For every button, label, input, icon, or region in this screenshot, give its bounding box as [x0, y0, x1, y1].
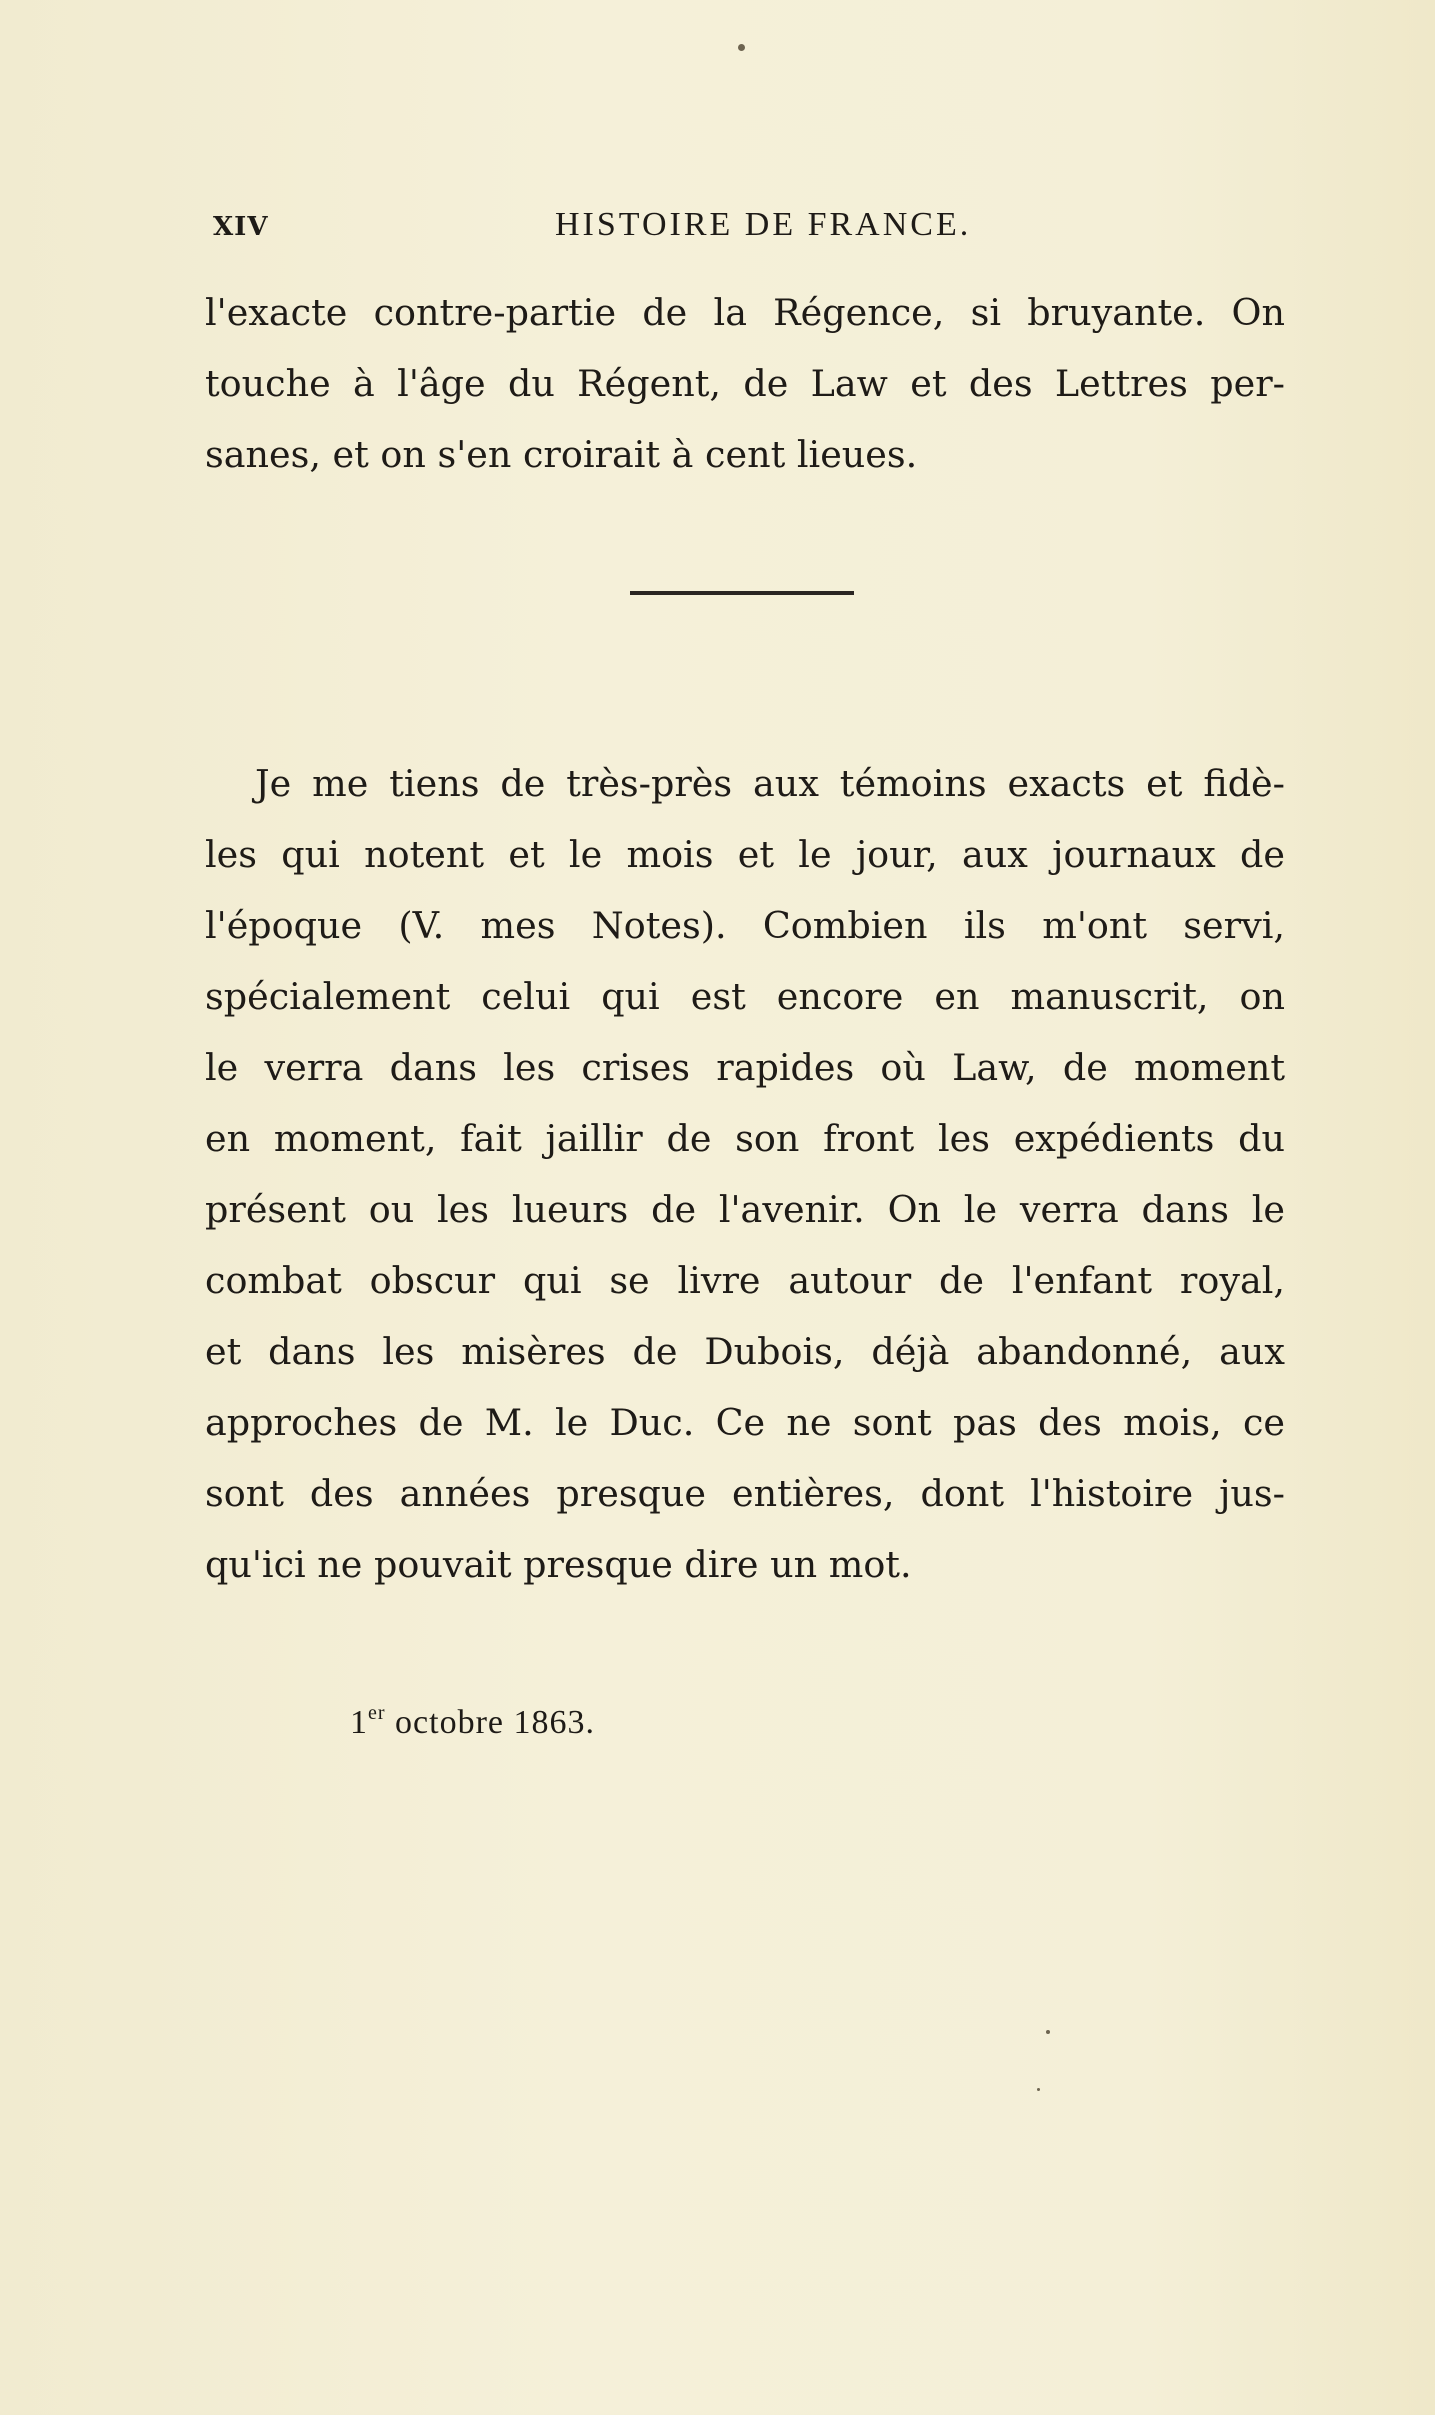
running-title: HISTOIRE DE FRANCE. — [555, 206, 972, 243]
text-line: et dans les misères de Dubois, déjà abandonné, aux — [205, 1330, 1285, 1373]
paper-speck — [1046, 2030, 1050, 2034]
text-line: l'exacte contre-partie de la Régence, si bruyante. On — [205, 291, 1285, 334]
text-line: présent ou les lueurs de l'avenir. On le verra dans le — [205, 1188, 1285, 1231]
paper-speck — [738, 44, 745, 51]
text-line: les qui notent et le mois et le jour, aux journaux de — [205, 833, 1285, 876]
text-line: sont des années presque entières, dont l'histoire jus- — [205, 1472, 1285, 1515]
paragraph-1 — [205, 277, 1285, 490]
text-line: touche à l'âge du Régent, de Law et des Lettres per- — [205, 362, 1285, 405]
paper-speck — [1037, 2088, 1040, 2091]
text-line: combat obscur qui se livre autour de l'enfant royal, — [205, 1259, 1285, 1302]
text-line: spécialement celui qui est encore en manuscrit, on — [205, 975, 1285, 1018]
dateline-day: 1 — [350, 1704, 368, 1741]
section-divider — [630, 591, 854, 595]
dateline — [350, 1702, 595, 1742]
paragraph-2 — [205, 748, 1285, 1600]
dateline-rest: octobre 1863. — [385, 1704, 595, 1741]
page-header — [205, 206, 1280, 246]
text-line: Je me tiens de très-près aux témoins exacts et fidè- — [255, 762, 1285, 805]
page-number: XIV — [213, 212, 269, 242]
text-line: qu'ici ne pouvait presque dire un mot. — [205, 1543, 912, 1586]
text-line: l'époque (V. mes Notes). Combien ils m'ont servi, — [205, 904, 1285, 947]
text-line: en moment, fait jaillir de son front les expédients du — [205, 1117, 1285, 1160]
dateline-ordinal: er — [368, 1702, 386, 1724]
text-line: approches de M. le Duc. Ce ne sont pas des mois, ce — [205, 1401, 1285, 1444]
text-line: sanes, et on s'en croirait à cent lieues. — [205, 433, 918, 476]
text-line: le verra dans les crises rapides où Law, de moment — [205, 1046, 1285, 1089]
